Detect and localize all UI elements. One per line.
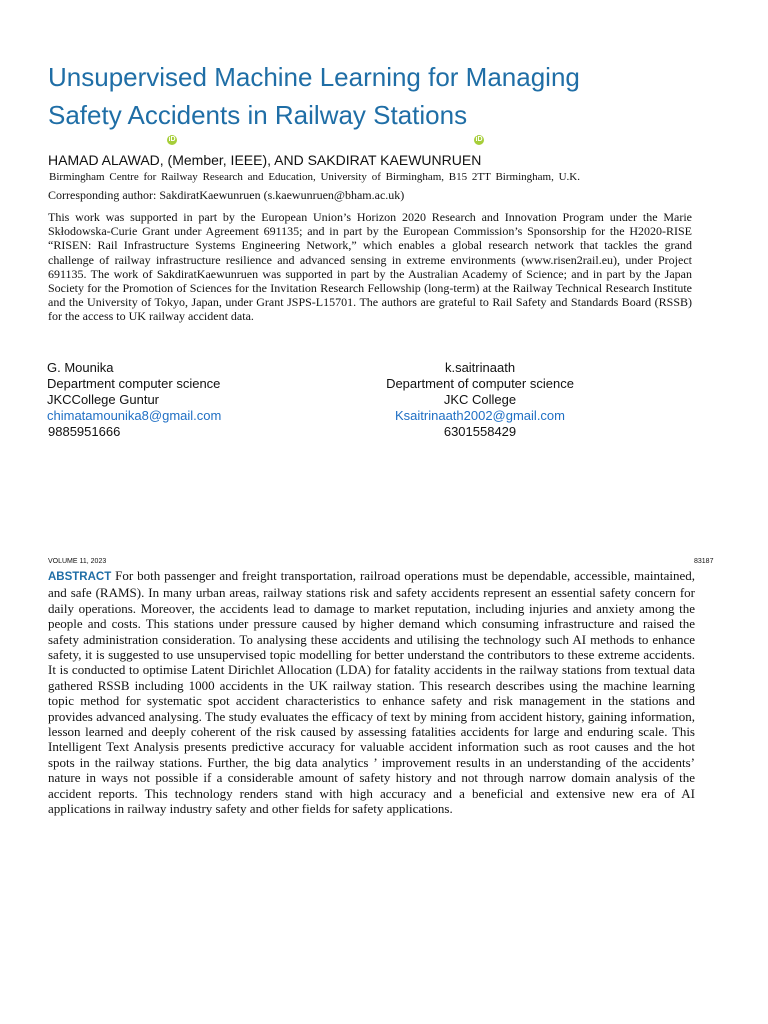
orcid-icon[interactable]: iD [475,136,483,143]
contact-phone: 6301558429 [443,424,517,439]
abstract-text: For both passenger and freight transportation, railroad operations must be dependable, accessible, maintained, and safe (RAMS). In many urban areas, railway stations risk and safety accidents represent an essential safety concern for daily operations. Moreover, the accidents lead to damage to market reputation, including injuries and anxiety among the people and costs. This stations under pressure caused by higher demand which consuming infrastructure and raised the safety administration consideration. To analysing these accidents and utilising the technology such AI methods to enhance safety, it is suggested to use unsupervised topic modelling for better understand the contributors to these extreme accidents. It is conducted to optimise Latent Dirichlet Allocation (LDA) for fatality accidents in the railway stations from textual data gathered RSSB including 1000 accidents in the UK railway station. This research describes using the machine learning topic method for systematic spot accident characteristics to enhance safety and risk management in the stations and provides advanced analysing. The study evaluates the efficacy of text by mining from accident history, gaining information, lesson learned and deeply coherent of the risk caused by assessing fatalities accidents for large and enduring scale. This Intelligent Text Analysis presents predictive accuracy for valuable accident information such as root causes and the hot spots in the railway stations. Further, the big data analytics ’ improvement results in an understanding of the accidents’ nature in ways not possible if a considerable amount of safety history and not through narrow domain analysis of the accident reports. This technology renders stand with high accuracy and a beneficial and extensive new era of AI applications in railway industry safety and other fields for safety applications. [48,568,695,817]
orcid-icon[interactable]: iD [168,136,176,143]
contact-name: k.saitrinaath [444,360,516,375]
contact-email-link[interactable]: Ksaitrinaath2002@gmail.com [394,408,565,423]
affiliation: Birmingham Centre for Railway Research and Education, University of Birmingham, B15 2TT Birmingham, U.K. [49,171,580,183]
contact-email-link[interactable]: chimatamounika8@gmail.com [47,408,222,423]
page-number: 83187 [694,558,714,565]
contact-name: G. Mounika [47,360,114,375]
title-line-1: Unsupervised Machine Learning for Managing [48,62,580,92]
contact-college: JKC College [443,392,517,407]
abstract-paragraph [48,568,695,817]
volume-label: VOLUME 11, 2023 [48,558,107,565]
contact-department: Department of computer science [386,376,574,391]
funding-statement: This work was supported in part by the European Union’s Horizon 2020 Research and Innovation Program under the Marie Skłodowska-Curie Grant under Agreement 691135; and in part by the European Commission’s Sponsorship for the H2020-RISE “RISEN: Rail Infrastructure Systems Engineering Network,” which enables a global research network that tackles the grand challenge of railway infrastructure resilience and advanced sensing in extreme environments (www.risen2rail.eu), under Project 691135. The work of SakdiratKaewunruen was supported in part by the Australian Academy of Science; and in part by the Japan Society for the Promotion of Sciences for the Invitation Research Fellowship (long-term) at the Railway Technical Research Institute and the University of Tokyo, Japan, under Grant JSPS-L15701. The authors are grateful to Rail Safety and Standards Board (RSSB) for the access to UK railway accident data. [48,210,692,324]
title-line-2: Safety Accidents in Railway Stations [48,100,468,130]
contact-phone: 9885951666 [48,424,121,439]
contact-block-2 [340,360,620,440]
paper-title [48,58,728,134]
contact-college: JKCCollege Guntur [47,392,159,407]
abstract-label: ABSTRACT [48,571,112,583]
contact-department: Department computer science [47,376,221,391]
corresponding-author: Corresponding author: SakdiratKaewunruen (s.kaewunruen@bham.ac.uk) [48,188,405,202]
contact-block-1 [47,360,347,440]
author-list: HAMAD ALAWAD, (Member, IEEE), AND SAKDIRAT KAEWUNRUEN [48,152,482,168]
